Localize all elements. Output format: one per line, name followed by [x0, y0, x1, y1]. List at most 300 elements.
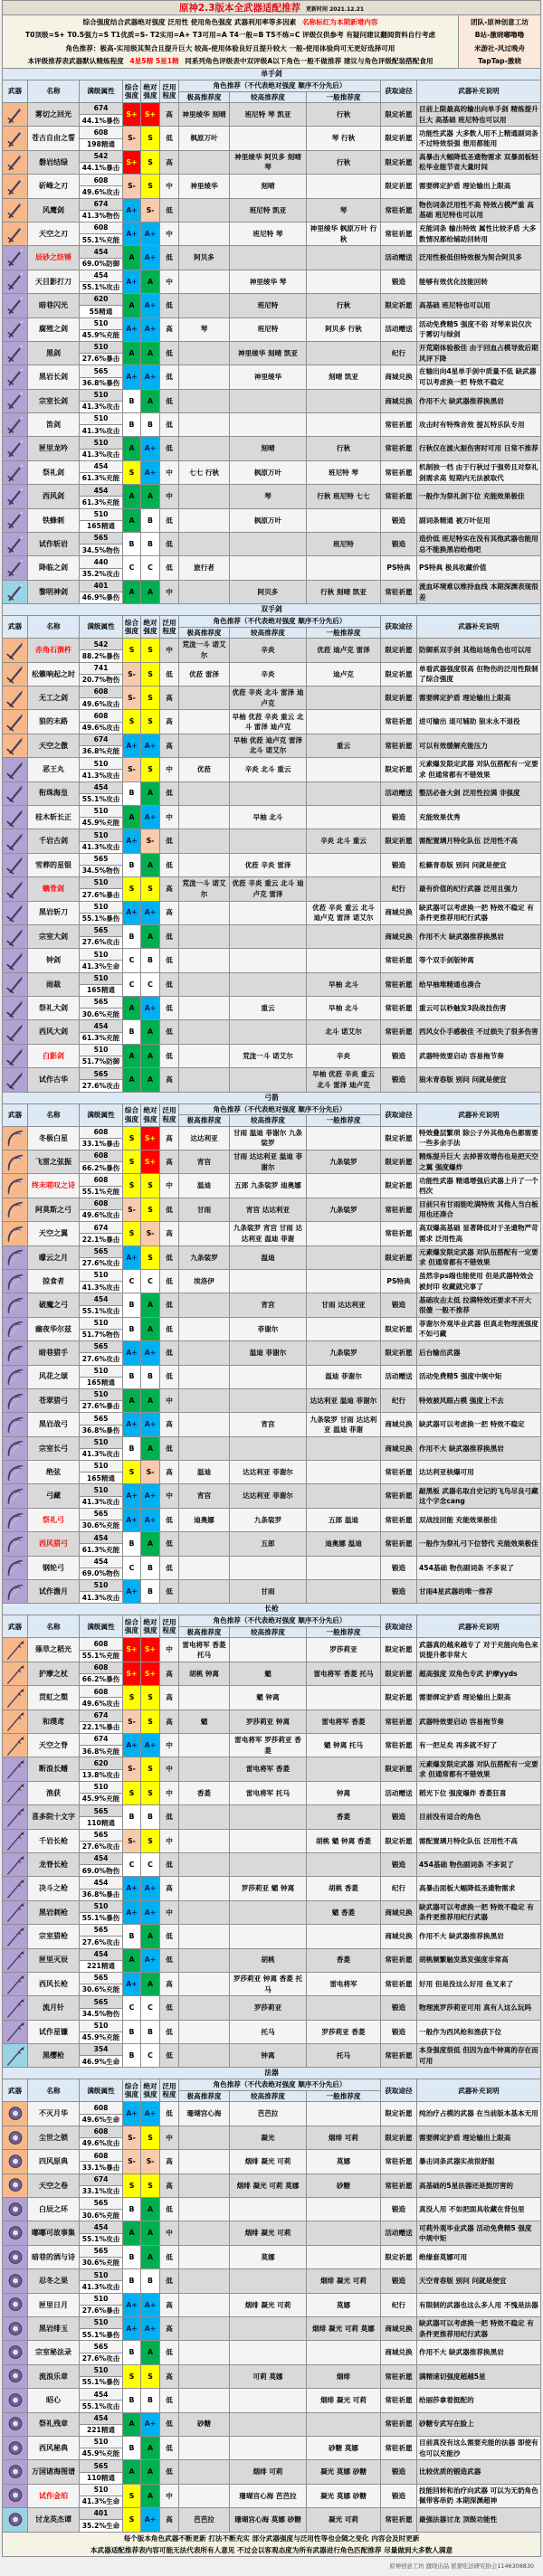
sub-stat: 45.9%充能	[80, 2031, 122, 2043]
weapon-note: 开荒期体验极佳 由于回血占模导致后期风评下降	[417, 342, 541, 365]
weapon-note: 高暴击大幅降低圣遗物需求 双暴面板轻松毕业能节省大量时间	[417, 151, 541, 175]
column-rec-very-high: 极高推荐度	[179, 2091, 230, 2103]
versatility: 中	[160, 1782, 179, 1805]
weapon-row	[2, 687, 541, 710]
rec-very-high: 荒泷一斗 诺艾尔	[179, 877, 230, 901]
bow-icon	[5, 1224, 26, 1244]
section-title: 单手剑	[2, 69, 541, 80]
versatility: 低	[160, 294, 179, 317]
column-stats: 满级属性	[80, 1615, 123, 1638]
acquisition-source: 常驻祈愿	[381, 1222, 417, 1245]
sword-icon	[5, 105, 26, 125]
weapon-row	[2, 2413, 541, 2437]
weapon-note: 一般作为祭礼剑下位 充能效果极佳	[417, 485, 541, 508]
rec-very-high	[179, 687, 230, 710]
rec-very-high	[179, 1532, 230, 1556]
rec-normal	[307, 2341, 381, 2364]
base-attack: 510	[93, 1581, 109, 1590]
weapon-stats	[80, 151, 123, 175]
weapon-note: 西风女仆手感极佳 不过损失了很多伤害	[417, 1020, 541, 1044]
base-attack: 608	[93, 687, 109, 696]
weapon-note: 双战技回能 充能效果极佳	[417, 1509, 541, 1532]
versatility: 高	[160, 2365, 179, 2389]
overall-grade: A+	[123, 1246, 141, 1270]
sub-stat: 20.7%物伤	[80, 674, 122, 686]
weapon-name: 宗室长剑	[28, 390, 80, 413]
column-rec-high: 较高推荐度	[230, 2091, 307, 2103]
base-attack: 565	[93, 855, 109, 864]
rec-normal: 达达利亚 温迪 菲谢尔	[307, 1389, 381, 1413]
weapon-row	[2, 1662, 541, 1686]
overall-grade: S-	[123, 1757, 141, 1781]
catalyst-icon	[5, 2271, 26, 2291]
absolute-grade: A	[141, 2460, 160, 2484]
weapon-icon-cell	[3, 663, 28, 687]
sword-icon	[5, 176, 26, 196]
weapon-name: 腐殖之剑	[28, 318, 80, 342]
catalyst-icon	[5, 2391, 26, 2410]
weapon-note: 充能效果优秀	[417, 806, 541, 829]
bow-icon	[5, 1176, 26, 1196]
claymore-icon	[5, 855, 26, 875]
bow-icon	[5, 1391, 26, 1411]
rec-normal	[307, 390, 381, 413]
column-rec-very-high: 极高推荐度	[179, 92, 230, 104]
sword-icon	[5, 582, 26, 602]
absolute-grade: S	[141, 151, 160, 175]
column-rec-normal: 一般推荐度	[307, 92, 381, 104]
sub-stat: 33.1%暴击	[80, 1138, 122, 1150]
description-line	[3, 55, 458, 68]
column-versatility: 泛用程度	[160, 80, 179, 103]
absolute-grade: S	[141, 2174, 160, 2198]
overall-grade: A	[123, 437, 141, 460]
polearm-icon	[5, 1640, 26, 1660]
absolute-grade: S	[141, 639, 160, 662]
absolute-grade: B	[141, 509, 160, 533]
base-attack: 620	[93, 1758, 109, 1767]
sub-stat: 36.8%暴伤	[80, 377, 122, 389]
base-attack: 510	[93, 878, 109, 887]
overall-grade: S	[123, 1174, 141, 1198]
rec-very-high	[179, 2341, 230, 2364]
acquisition-source: 活动赠送	[381, 1782, 417, 1805]
absolute-grade: B	[141, 949, 160, 972]
versatility: 低	[160, 2044, 179, 2068]
weapon-note: 一般作为祭礼弓下位替代 充能效果极佳	[417, 1532, 541, 1556]
catalyst-icon	[5, 2104, 26, 2124]
weapon-note: 单看武器强度很高 但物伤的泛用性限制了综合强度	[417, 663, 541, 687]
versatility: 中	[160, 806, 179, 829]
description-text: 本评级推荐表武器默认精炼程度	[27, 57, 124, 65]
overall-grade: A	[123, 2460, 141, 2484]
sub-stat: 36.8%充能	[80, 745, 122, 757]
rec-high	[230, 925, 307, 949]
acquisition-source: 活动赠送	[381, 318, 417, 342]
polearm-icon	[5, 1711, 26, 1731]
overall-grade: B	[123, 2437, 141, 2460]
weapon-name: 宗室大剑	[28, 925, 80, 949]
polearm-icon	[5, 1975, 26, 1994]
acquisition-source: 限定祈愿	[381, 127, 417, 150]
overall-grade: B	[123, 1532, 141, 1556]
base-attack: 510	[93, 1390, 109, 1399]
sword-icon	[5, 391, 26, 411]
sword-icon	[5, 391, 26, 411]
rec-normal	[307, 1557, 381, 1580]
rec-very-high	[179, 997, 230, 1020]
weapon-icon-cell	[3, 1222, 28, 1245]
weapon-note: 真没人用 不如把面具收藏在背包里	[417, 2198, 541, 2221]
sub-stat: 27.6%攻击	[80, 1841, 122, 1852]
weapon-name: 天空之傲	[28, 734, 80, 758]
weapon-row	[2, 461, 541, 485]
acquisition-source: 锻造	[381, 2021, 417, 2044]
rec-very-high: 神里绫华	[179, 175, 230, 198]
weapon-note: 狼末青春版 别问 问就是便宜	[417, 1068, 541, 1092]
rec-very-high	[179, 782, 230, 806]
weapon-note: 防御系双手剑 其他站场角色也可以用	[417, 639, 541, 662]
acquisition-source: 常驻祈愿	[381, 1509, 417, 1532]
weapon-icon-cell	[3, 581, 28, 604]
polearm-icon	[5, 1950, 26, 1970]
weapon-name: 流月针	[28, 1996, 80, 2020]
acquisition-source: 锻造	[381, 1045, 417, 1068]
overall-grade: S-	[123, 2126, 141, 2150]
versatility: 中	[160, 1830, 179, 1853]
versatility: 低	[160, 1853, 179, 1877]
weapon-note: 功能性武器 精通增强后武器上升了一个档次	[417, 1174, 541, 1198]
overall-grade: S-	[123, 2150, 141, 2174]
sub-stat: 165精通	[80, 1472, 122, 1483]
rec-high: 雷电将军 罗莎莉亚 香菱	[230, 1734, 307, 1757]
weapon-stats	[80, 2294, 123, 2317]
weapon-stats	[80, 127, 123, 150]
weapon-row	[2, 1484, 541, 1508]
rec-normal: 钟离	[307, 1782, 381, 1805]
rec-high: 温迪	[230, 1246, 307, 1270]
claymore-icon	[5, 808, 26, 828]
rec-normal	[307, 342, 381, 365]
weapon-stats	[80, 2246, 123, 2269]
column-stats: 满级属性	[80, 80, 123, 103]
acquisition-source: 常驻祈愿	[381, 997, 417, 1020]
sub-stat: 61.3%充能	[80, 1032, 122, 1044]
rec-normal: 烟绯 凝光 可莉	[307, 2389, 381, 2412]
polearm-icon	[5, 2022, 26, 2041]
rec-normal: 香菱	[307, 1805, 381, 1829]
column-rec-normal: 一般推荐度	[307, 628, 381, 639]
claymore-icon	[5, 951, 26, 971]
versatility: 中	[160, 223, 179, 246]
weapon-stats	[80, 949, 123, 972]
acquisition-source: 限定祈愿	[381, 829, 417, 853]
rec-very-high	[179, 437, 230, 460]
acquisition-source: 锻造	[381, 1580, 417, 1604]
acquisition-source: 限定祈愿	[381, 151, 417, 175]
weapon-sections	[2, 69, 541, 2533]
versatility: 低	[160, 413, 179, 437]
weapon-note: 基础攻击太低 拉满特效还要求不开大 很傻 一般不推荐	[417, 1293, 541, 1317]
acquisition-source: 限定祈愿	[381, 663, 417, 687]
rec-high	[230, 1437, 307, 1461]
weapon-name: 曚云之月	[28, 1246, 80, 1270]
bow-icon	[5, 1152, 26, 1172]
acquisition-source: 活动赠送	[381, 782, 417, 806]
weapon-stats	[80, 270, 123, 294]
sword-icon	[5, 176, 26, 196]
weapon-stats	[80, 365, 123, 389]
weapon-icon-cell	[3, 1318, 28, 1341]
rec-very-high	[179, 1366, 230, 1389]
catalyst-icon	[5, 2414, 26, 2434]
rec-normal: 琴 行秋	[307, 127, 381, 150]
weapon-icon-cell	[3, 2413, 28, 2437]
weapon-stats	[80, 1901, 123, 1925]
base-attack: 510	[93, 902, 109, 911]
weapon-row	[2, 223, 541, 246]
weapon-note: 给丽莎拿着挺配的	[417, 2389, 541, 2412]
weapon-note: 作用不大 缺武器推荐换黑岩	[417, 2341, 541, 2364]
bow-icon	[5, 1319, 26, 1339]
absolute-grade: A	[141, 342, 160, 365]
weapon-note: 缺武器可以考虑换一把 特效不稳定 有条件更推荐用纪行武器	[417, 902, 541, 925]
section-title: 长枪	[2, 1604, 541, 1615]
rec-normal	[307, 2198, 381, 2221]
versatility: 高	[160, 2508, 179, 2532]
sword-icon	[5, 224, 26, 244]
versatility: 低	[160, 997, 179, 1020]
rec-high: 枫原万叶	[230, 461, 307, 485]
weapon-row	[2, 2246, 541, 2269]
weapon-stats	[80, 390, 123, 413]
absolute-grade: A+	[141, 1734, 160, 1757]
rec-normal	[307, 246, 381, 270]
absolute-grade: S-	[141, 1222, 160, 1245]
absolute-grade: A	[141, 1532, 160, 1556]
weapon-icon-cell	[3, 2021, 28, 2044]
overall-grade: B	[123, 2021, 141, 2044]
rec-very-high	[179, 2044, 230, 2068]
weapon-icon-cell	[3, 854, 28, 877]
rec-high	[230, 1389, 307, 1413]
weapon-icon-cell	[3, 1020, 28, 1044]
sub-stat: 27.6%攻击	[80, 2353, 122, 2364]
acquisition-source: 常驻祈愿	[381, 1734, 417, 1757]
weapon-icon-cell	[3, 2044, 28, 2068]
rec-normal: 凝光 莫娜 砂糖	[307, 2485, 381, 2508]
weapon-row	[2, 2508, 541, 2532]
catalyst-icon	[5, 2391, 26, 2410]
weapon-row	[2, 758, 541, 781]
rec-high: 神里绫华	[230, 365, 307, 389]
weapon-stats	[80, 246, 123, 270]
sub-stat: 27.6%暴击	[80, 888, 122, 900]
rec-very-high	[179, 1045, 230, 1068]
rec-very-high	[179, 2365, 230, 2389]
polearm-icon	[5, 2046, 26, 2066]
rec-high: 烟绯 凝光 可莉	[230, 2294, 307, 2317]
rec-high: 优菈 辛炎 北斗 雷泽 迪卢克	[230, 687, 307, 710]
base-attack: 510	[93, 438, 109, 447]
weapon-icon-cell	[3, 973, 28, 997]
acquisition-source: 常驻祈愿	[381, 2044, 417, 2068]
versatility: 高	[160, 318, 179, 342]
weapon-icon-cell	[3, 1532, 28, 1556]
weapon-row	[2, 1686, 541, 1709]
rec-normal	[307, 925, 381, 949]
overall-grade: A+	[123, 1509, 141, 1532]
catalyst-icon	[5, 2343, 26, 2363]
rec-high: 魈	[230, 1662, 307, 1686]
acquisition-source: 锻造	[381, 2198, 417, 2221]
versatility: 低	[160, 782, 179, 806]
polearm-icon	[5, 1950, 26, 1970]
claymore-icon	[5, 927, 26, 947]
weapon-stats	[80, 2198, 123, 2221]
weapon-stats	[80, 1437, 123, 1461]
absolute-grade: A	[141, 2198, 160, 2221]
rec-normal: 行秋	[307, 437, 381, 460]
weapon-icon-cell	[3, 1045, 28, 1068]
weapon-name: 黑岩绯玉	[28, 2317, 80, 2341]
column-name: 名称	[28, 616, 80, 639]
catalyst-icon	[5, 2366, 26, 2386]
absolute-grade: A+	[141, 2413, 160, 2437]
bow-icon	[5, 1224, 26, 1244]
credit-team: 团队-原神创意工坊	[471, 17, 529, 26]
sword-icon	[5, 128, 26, 148]
weapon-stats	[80, 2437, 123, 2460]
overall-grade: A+	[123, 734, 141, 758]
rec-very-high	[179, 2198, 230, 2221]
weapon-stats	[80, 1198, 123, 1222]
weapon-stats	[80, 437, 123, 460]
versatility: 低	[160, 390, 179, 413]
column-absolute-grade: 绝对强度	[141, 2079, 160, 2102]
rec-normal: 烟绯 凝光 可莉	[307, 2269, 381, 2293]
weapon-row	[2, 1389, 541, 1413]
acquisition-source: 常驻祈愿	[381, 1710, 417, 1734]
acquisition-source: 常驻祈愿	[381, 2365, 417, 2389]
column-overall-grade: 综合强度	[123, 1615, 141, 1638]
sword-icon	[5, 439, 26, 459]
rec-very-high: 神里绫华 刻晴	[179, 103, 230, 127]
absolute-grade: A+	[141, 734, 160, 758]
acquisition-source: 商城兑换	[381, 2341, 417, 2364]
weapon-stats	[80, 1127, 123, 1151]
absolute-grade: A+	[141, 223, 160, 246]
column-overall-grade: 综合强度	[123, 1104, 141, 1127]
weapon-name: 祭礼大剑	[28, 997, 80, 1020]
rec-very-high	[179, 2269, 230, 2293]
sub-stat: 45.9%充能	[80, 817, 122, 829]
weapon-stats	[80, 1270, 123, 1293]
base-attack: 608	[93, 1663, 109, 1672]
acquisition-source: 限定祈愿	[381, 1686, 417, 1709]
base-attack: 674	[93, 1223, 109, 1232]
sub-stat: 44.1%暴伤	[80, 114, 122, 126]
weapon-name: 无工之剑	[28, 687, 80, 710]
weapon-icon-cell	[3, 1901, 28, 1925]
rec-high: 罗莎莉亚	[230, 1996, 307, 2020]
base-attack: 565	[93, 1830, 109, 1839]
acquisition-source: 锻造	[381, 270, 417, 294]
rec-very-high: 芭芭拉	[179, 2508, 230, 2532]
absolute-grade: S	[141, 1757, 160, 1781]
acquisition-source: 限定祈愿	[381, 1662, 417, 1686]
polearm-icon	[5, 1855, 26, 1875]
versatility: 中	[160, 758, 179, 781]
weapon-name: 桂木斩长正	[28, 806, 80, 829]
catalyst-icon	[5, 2152, 26, 2172]
sword-icon	[5, 344, 26, 364]
bow-icon	[5, 1247, 26, 1267]
acquisition-source: 常驻祈愿	[381, 581, 417, 604]
catalyst-icon	[5, 2175, 26, 2195]
rec-high: 雷电将军 香菱	[230, 1757, 307, 1781]
absolute-grade: A	[141, 1389, 160, 1413]
versatility: 高	[160, 1222, 179, 1245]
sub-stat: 41.3%攻击	[80, 449, 122, 460]
catalyst-icon	[5, 2104, 26, 2124]
weapon-row	[2, 2198, 541, 2221]
rec-very-high	[179, 581, 230, 604]
base-attack: 542	[93, 152, 109, 161]
weapon-name: 试作金珀	[28, 2485, 80, 2508]
weapon-icon-cell	[3, 639, 28, 662]
base-attack: 440	[93, 557, 109, 566]
overall-grade: A+	[123, 1877, 141, 1900]
acquisition-source: 限定祈愿	[381, 2126, 417, 2150]
rec-high: 温迪 菲谢尔	[230, 1341, 307, 1365]
rec-normal	[307, 758, 381, 781]
weapon-name: 斫峰之刃	[28, 175, 80, 198]
page-title: 原神2.3版本全武器适配推荐	[178, 3, 301, 14]
versatility: 低	[160, 1996, 179, 2020]
rec-normal	[307, 1246, 381, 1270]
acquisition-source: 纪行	[381, 877, 417, 901]
weapon-stats	[80, 2413, 123, 2437]
rec-very-high	[179, 390, 230, 413]
weapon-icon-cell	[3, 1198, 28, 1222]
catalyst-icon	[5, 2271, 26, 2291]
weapon-row	[2, 1174, 541, 1198]
rec-normal: 烟绯 凝光 可莉 莫娜	[307, 2317, 381, 2341]
rec-normal	[307, 2413, 381, 2437]
weapon-note: 需配置璃月特化队伍 泛用性不高	[417, 1830, 541, 1853]
acquisition-source: 常驻祈愿	[381, 413, 417, 437]
weapon-name: 流浪乐章	[28, 2365, 80, 2389]
rec-normal: 莫娜	[307, 2294, 381, 2317]
weapon-icon-cell	[3, 710, 28, 734]
sword-icon	[5, 463, 26, 483]
base-attack: 510	[93, 830, 109, 839]
rec-normal: 砂糖	[307, 2174, 381, 2198]
sub-stat: 110精通	[80, 2472, 122, 2484]
acquisition-source: 常驻祈愿	[381, 973, 417, 997]
weapon-stats	[80, 1710, 123, 1734]
weapon-icon-cell	[3, 294, 28, 317]
weapon-stats	[80, 1413, 123, 1436]
column-weapon: 武器	[3, 1104, 28, 1127]
rec-high: 辛炎 北斗 重云	[230, 758, 307, 781]
versatility: 高	[160, 1127, 179, 1151]
rec-very-high	[179, 270, 230, 294]
weapon-name: 破魔之弓	[28, 1293, 80, 1317]
weapon-stats	[80, 2221, 123, 2245]
weapon-stats	[80, 1830, 123, 1853]
